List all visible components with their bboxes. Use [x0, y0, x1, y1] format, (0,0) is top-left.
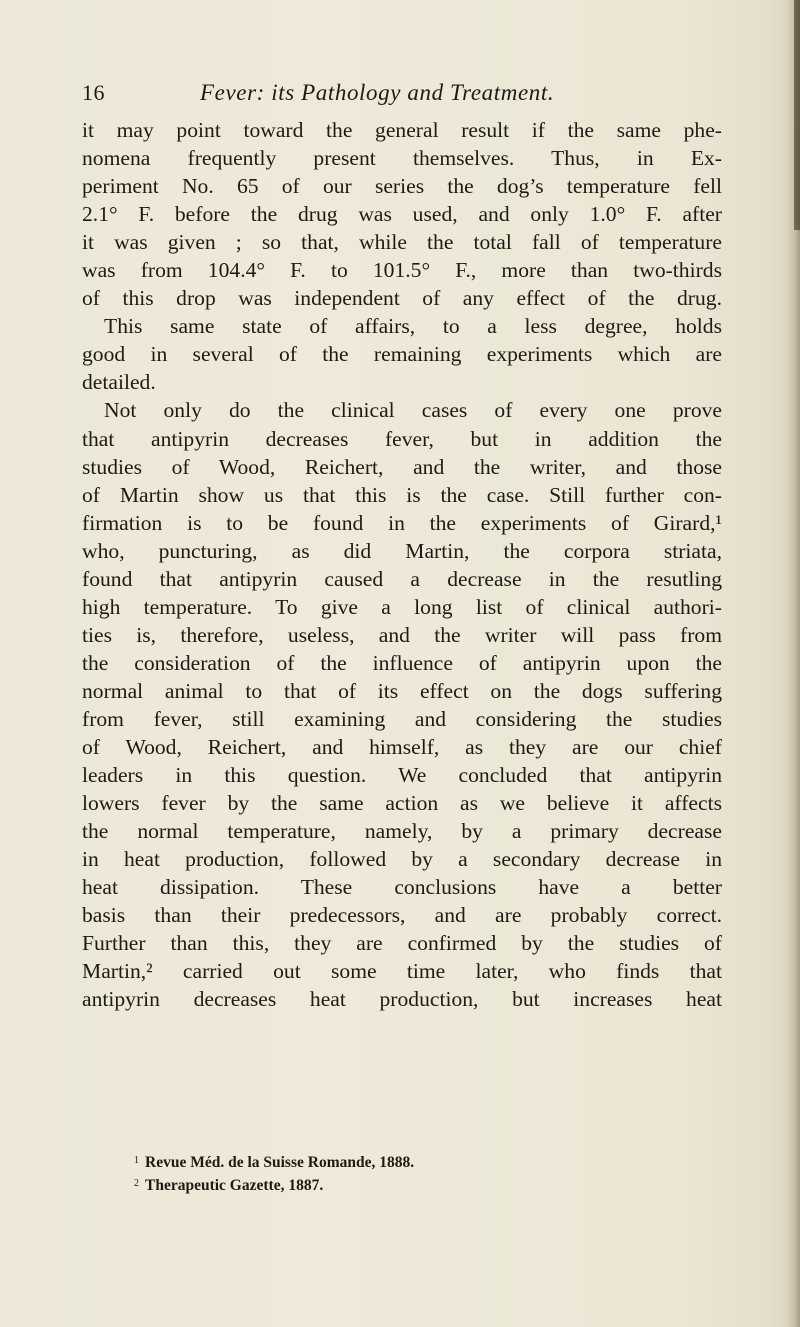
- text-line: that antipyrin decreases fever, but in addition the: [82, 426, 722, 451]
- running-header: [82, 80, 722, 116]
- text-line: normal animal to that of its effect on the dogs suffering: [82, 678, 722, 703]
- text-line: the normal temperature, namely, by a primary decrease: [82, 819, 722, 844]
- text-line: of Wood, Reichert, and himself, as they are our chief: [82, 735, 722, 760]
- text-line: studies of Wood, Reichert, and the writer, and those: [82, 454, 722, 479]
- text-line: detailed.: [82, 370, 156, 395]
- text-line: found that antipyrin caused a decrease in the resutling: [82, 566, 722, 591]
- text-line: This same state of affairs, to a less degree, holds: [104, 314, 722, 339]
- text-line: it may point toward the general result if the same phe-: [82, 118, 722, 142]
- footnote-text: Therapeutic Gazette, 1887.: [145, 1177, 324, 1194]
- running-title: Fever: its Pathology and Treatment.: [200, 80, 555, 105]
- footnote-text: Revue Méd. de la Suisse Romande, 1888.: [145, 1154, 415, 1171]
- text-line: in heat production, followed by a secondary decrease in: [82, 847, 722, 872]
- text-line: of this drop was independent of any effect of the drug.: [82, 286, 722, 311]
- text-line: high temperature. To give a long list of clinical authori-: [82, 594, 722, 619]
- text-line: periment No. 65 of our series the dog’s temperature fell: [82, 174, 722, 199]
- text-line: leaders in this question. We concluded that antipyrin: [82, 763, 722, 788]
- text-line: was from 104.4° F. to 101.5° F., more than two-thirds: [82, 258, 722, 283]
- text-line: Martin,² carried out some time later, who finds that: [82, 959, 722, 984]
- footnote-mark: 1: [134, 1155, 139, 1166]
- text-line: lowers fever by the same action as we believe it affects: [82, 791, 722, 816]
- text-line: Further than this, they are confirmed by the studies of: [82, 931, 722, 956]
- page-number: 16: [82, 80, 105, 105]
- text-line: the consideration of the influence of antipyrin upon the: [82, 650, 722, 675]
- binding-edge-strip: [794, 0, 800, 230]
- text-line: who, puncturing, as did Martin, the corpora striata,: [82, 538, 722, 563]
- text-line: heat dissipation. These conclusions have a better: [82, 875, 722, 900]
- text-line: 2.1° F. before the drug was used, and only 1.0° F. after: [82, 202, 722, 227]
- footnote: [134, 1173, 694, 1196]
- text-line: antipyrin decreases heat production, but increases heat: [82, 987, 722, 1012]
- footnote: [134, 1150, 694, 1173]
- text-line: basis than their predecessors, and are probably correct.: [82, 903, 722, 928]
- body-text: [82, 116, 722, 1014]
- text-line: of Martin show us that this is the case. Still further con-: [82, 482, 722, 507]
- text-line: from fever, still examining and considering the studies: [82, 706, 722, 731]
- text-line: Not only do the clinical cases of every one prove: [104, 398, 722, 423]
- text-line: it was given ; so that, while the total fall of temperature: [82, 230, 722, 255]
- text-line: nomena frequently present themselves. Thus, in Ex-: [82, 146, 722, 171]
- footnotes: [134, 1150, 694, 1196]
- text-line: ties is, therefore, useless, and the writer will pass from: [82, 622, 722, 647]
- text-line: good in several of the remaining experiments which are: [82, 342, 722, 367]
- text-line: firmation is to be found in the experiments of Girard,¹: [82, 510, 722, 535]
- footnote-mark: 2: [134, 1178, 139, 1189]
